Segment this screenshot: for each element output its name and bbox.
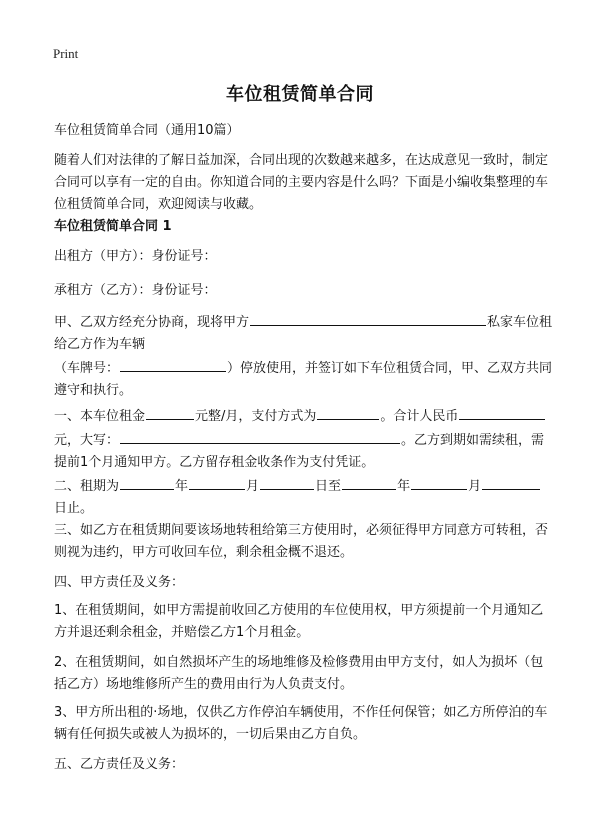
parking-space-location-blank	[250, 310, 486, 326]
year-label: 年	[175, 479, 189, 494]
license-plate-text-b: ）停放使用，并签订如下车位租赁合同，甲、乙双方共同遵守和执行。	[54, 361, 553, 398]
rent-amount-blank	[146, 404, 194, 420]
lessor-line: 出租方（甲方）：身份证号：	[54, 249, 217, 264]
end-year-blank	[342, 474, 396, 490]
clause-2-text-a: 二、租期为	[54, 479, 120, 494]
year-label: 年	[397, 479, 411, 494]
license-plate-blank	[120, 356, 226, 372]
document-subtitle: 车位租赁简单合同（通用10篇）	[54, 123, 240, 138]
lessee-line: 承租方（乙方）：身份证号：	[54, 283, 217, 298]
month-label: 月	[246, 479, 260, 494]
section-heading: 车位租赁简单合同 1	[54, 219, 172, 234]
print-link[interactable]: Print	[53, 46, 79, 61]
parking-space-paragraph	[54, 310, 554, 356]
document-title: 车位租赁简单合同	[226, 84, 374, 105]
amount-in-words-blank	[120, 428, 400, 444]
clause-4-item-1: 1、在租赁期间，如甲方需提前收回乙方使用的车位使用权，甲方须提前一个月通知乙方并退还剩余租金，并赔偿乙方1个月租金。	[54, 603, 544, 640]
total-amount-blank	[459, 404, 545, 420]
start-year-blank	[120, 474, 174, 490]
payment-method-blank	[317, 404, 379, 420]
license-plate-paragraph	[54, 356, 554, 402]
clause-1-rent	[54, 404, 554, 474]
end-month-blank	[411, 474, 467, 490]
clause-2-term	[54, 474, 554, 520]
end-day-blank	[482, 474, 540, 490]
clause-4-item-3: 3、甲方所出租的·场地，仅供乙方作停泊车辆使用，不作任何保管；如乙方所停泊的车辆有任何损失或被人为损坏的，一切后果由乙方自负。	[54, 705, 548, 742]
clause-5-heading: 五、乙方责任及义务：	[54, 757, 185, 772]
parking-space-text-b: 私家车位租给乙方作为车辆	[54, 315, 553, 352]
clause-1-text-d: 元，大写：	[54, 433, 120, 448]
day-to-label: 日至	[315, 479, 342, 494]
intro-paragraph: 随着人们对法律的了解日益加深，合同出现的次数越来越多，在达成意见一致时，制定合同可以享有一定的自由。你知道合同的主要内容是什么吗？下面是小编收集整理的车位租赁简单合同，欢迎阅读与收藏。	[54, 153, 549, 212]
clause-1-text-e: 。乙方到期如需续租，需提前1个月通知甲方。乙方留存租金收条作为支付凭证。	[54, 433, 545, 470]
day-end-label: 日止。	[54, 501, 94, 516]
clause-4-item-2: 2、在租赁期间，如自然损坏产生的场地维修及检修费用由甲方支付，如人为损坏（包括乙方）场地维修所产生的费用由行为人负责支付。	[54, 655, 544, 692]
clause-1-text-a: 一、本车位租金	[54, 409, 146, 424]
clause-3-sublease: 三、如乙方在租赁期间要该场地转租给第三方使用时，必须征得甲方同意方可转租，否则视为违约，甲方可收回车位，剩余租金概不退还。	[54, 523, 549, 560]
start-month-blank	[189, 474, 245, 490]
license-plate-text-a: （车牌号：	[54, 361, 120, 376]
parking-space-text-a: 甲、乙双方经充分协商，现将甲方	[54, 315, 250, 330]
start-day-blank	[260, 474, 314, 490]
clause-1-text-b: 元整/月，支付方式为	[195, 409, 317, 424]
month-label: 月	[468, 479, 482, 494]
clause-1-text-c: 。合计人民币	[380, 409, 459, 424]
clause-4-heading: 四、甲方责任及义务：	[54, 575, 185, 590]
